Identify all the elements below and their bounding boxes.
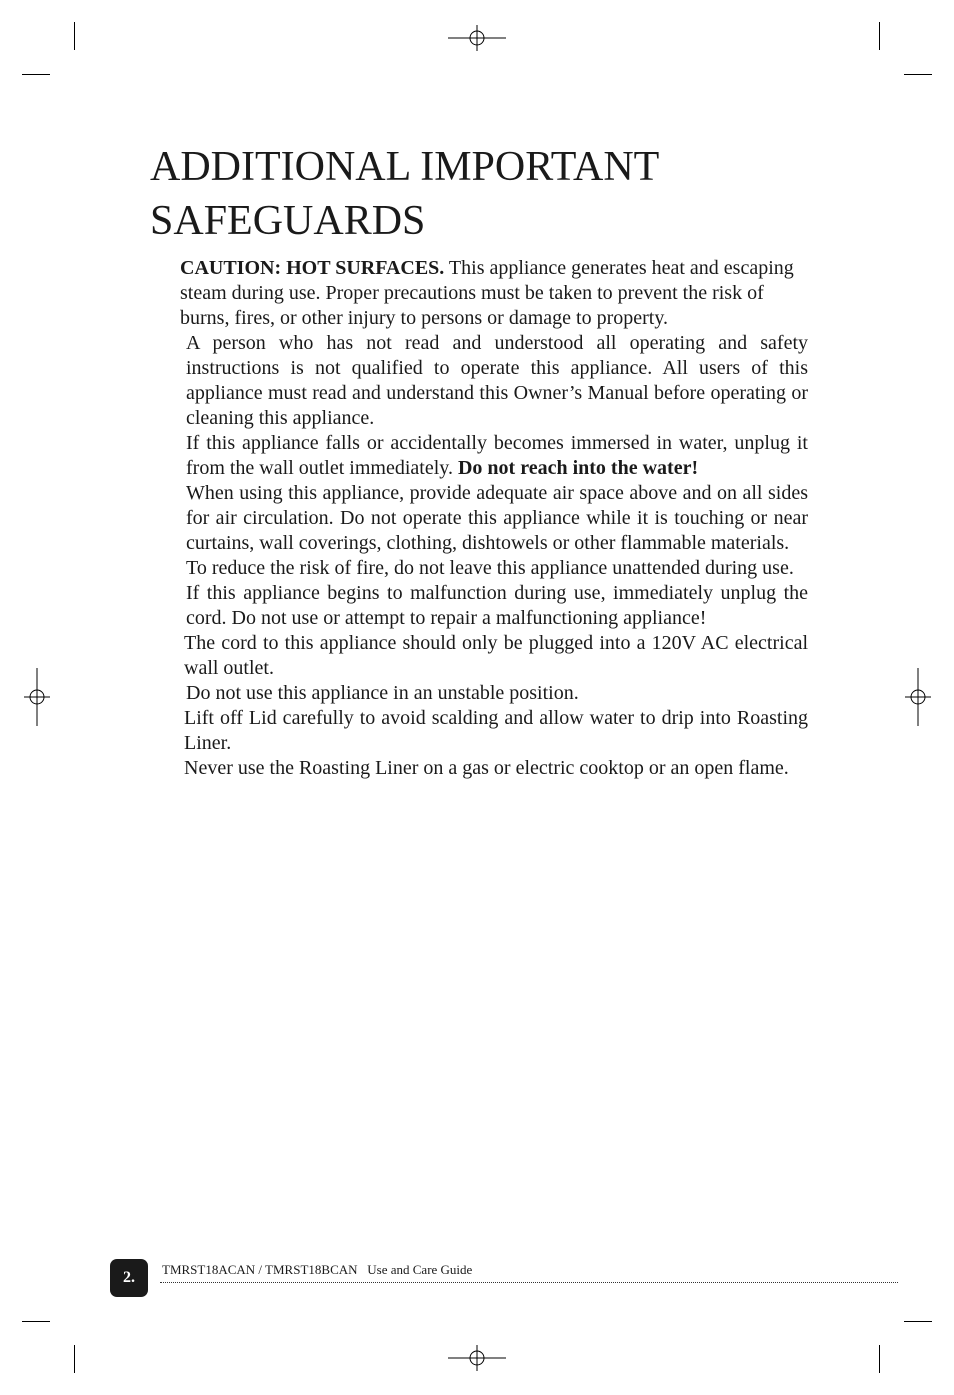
- paragraph-text: If this appliance falls or accidentally becomes immersed in water, unplug it from the wall outlet immediately.: [186, 432, 808, 479]
- paragraph-text: This appliance generates heat and escaping steam during use. Proper precautions must be taken to prevent the risk of burns, fires, or other injury to persons or damage to property.: [180, 257, 794, 329]
- safeguard-paragraph: [180, 756, 808, 781]
- crop-mark: [22, 1321, 50, 1322]
- page-title-line: SAFEGUARDS: [150, 198, 426, 244]
- registration-mark-icon: [448, 23, 506, 53]
- paragraph-text: When using this appliance, provide adequate air space above and on all sides for air circulation. Do not operate this appliance while it is touching or near curtains, wall coverings, clothing, dishtowels or other flammable materials.: [186, 482, 808, 554]
- crop-mark: [74, 1345, 75, 1373]
- crop-mark: [879, 1345, 880, 1373]
- registration-mark-icon: [22, 668, 52, 726]
- crop-mark: [904, 1321, 932, 1322]
- crop-mark: [904, 74, 932, 75]
- page-number: 2.: [123, 1269, 135, 1286]
- crop-mark: [879, 22, 880, 50]
- safeguard-paragraph: [180, 431, 808, 481]
- safeguards-body: [180, 256, 808, 781]
- footer-model-text: TMRST18ACAN / TMRST18BCAN Use and Care Guide: [162, 1262, 473, 1277]
- warning-text: Do not reach into the water!: [457, 457, 699, 479]
- safeguard-paragraph: [180, 581, 808, 631]
- safeguard-paragraph: [180, 631, 808, 681]
- safeguard-paragraph: [180, 681, 808, 706]
- caution-label: CAUTION: HOT SURFACES.: [180, 257, 445, 279]
- paragraph-text: Do not use this appliance in an unstable position.: [186, 682, 579, 704]
- safeguard-paragraph: [180, 331, 808, 431]
- safeguard-paragraph: [180, 481, 808, 556]
- paragraph-text: The cord to this appliance should only be plugged into a 120V AC electrical wall outlet.: [184, 632, 808, 679]
- safeguard-paragraph: [180, 706, 808, 756]
- paragraph-text: Never use the Roasting Liner on a gas or electric cooktop or an open flame.: [184, 757, 789, 779]
- footer-dotted-rule: [160, 1282, 898, 1283]
- page-title: [150, 140, 830, 248]
- page-title-line: ADDITIONAL IMPORTANT: [150, 144, 660, 190]
- crop-mark: [22, 74, 50, 75]
- paragraph-text: To reduce the risk of fire, do not leave this appliance unattended during use.: [186, 557, 794, 579]
- registration-mark-icon: [903, 668, 933, 726]
- paragraph-text: Lift off Lid carefully to avoid scalding and allow water to drip into Roasting Liner.: [184, 707, 808, 754]
- paragraph-text: If this appliance begins to malfunction during use, immediately unplug the cord. Do not use or attempt to repair a malfunctioning appliance!: [186, 582, 808, 629]
- paragraph-text: A person who has not read and understood all operating and safety instructions is not qualified to operate this appliance. All users of this appliance must read and understand this Owner’s Manual before operating or cleaning this appliance.: [186, 332, 808, 429]
- registration-mark-icon: [448, 1343, 506, 1373]
- crop-mark: [74, 22, 75, 50]
- page-number-badge: [110, 1259, 148, 1297]
- safeguard-paragraph: [180, 556, 808, 581]
- safeguard-paragraph: [180, 256, 808, 331]
